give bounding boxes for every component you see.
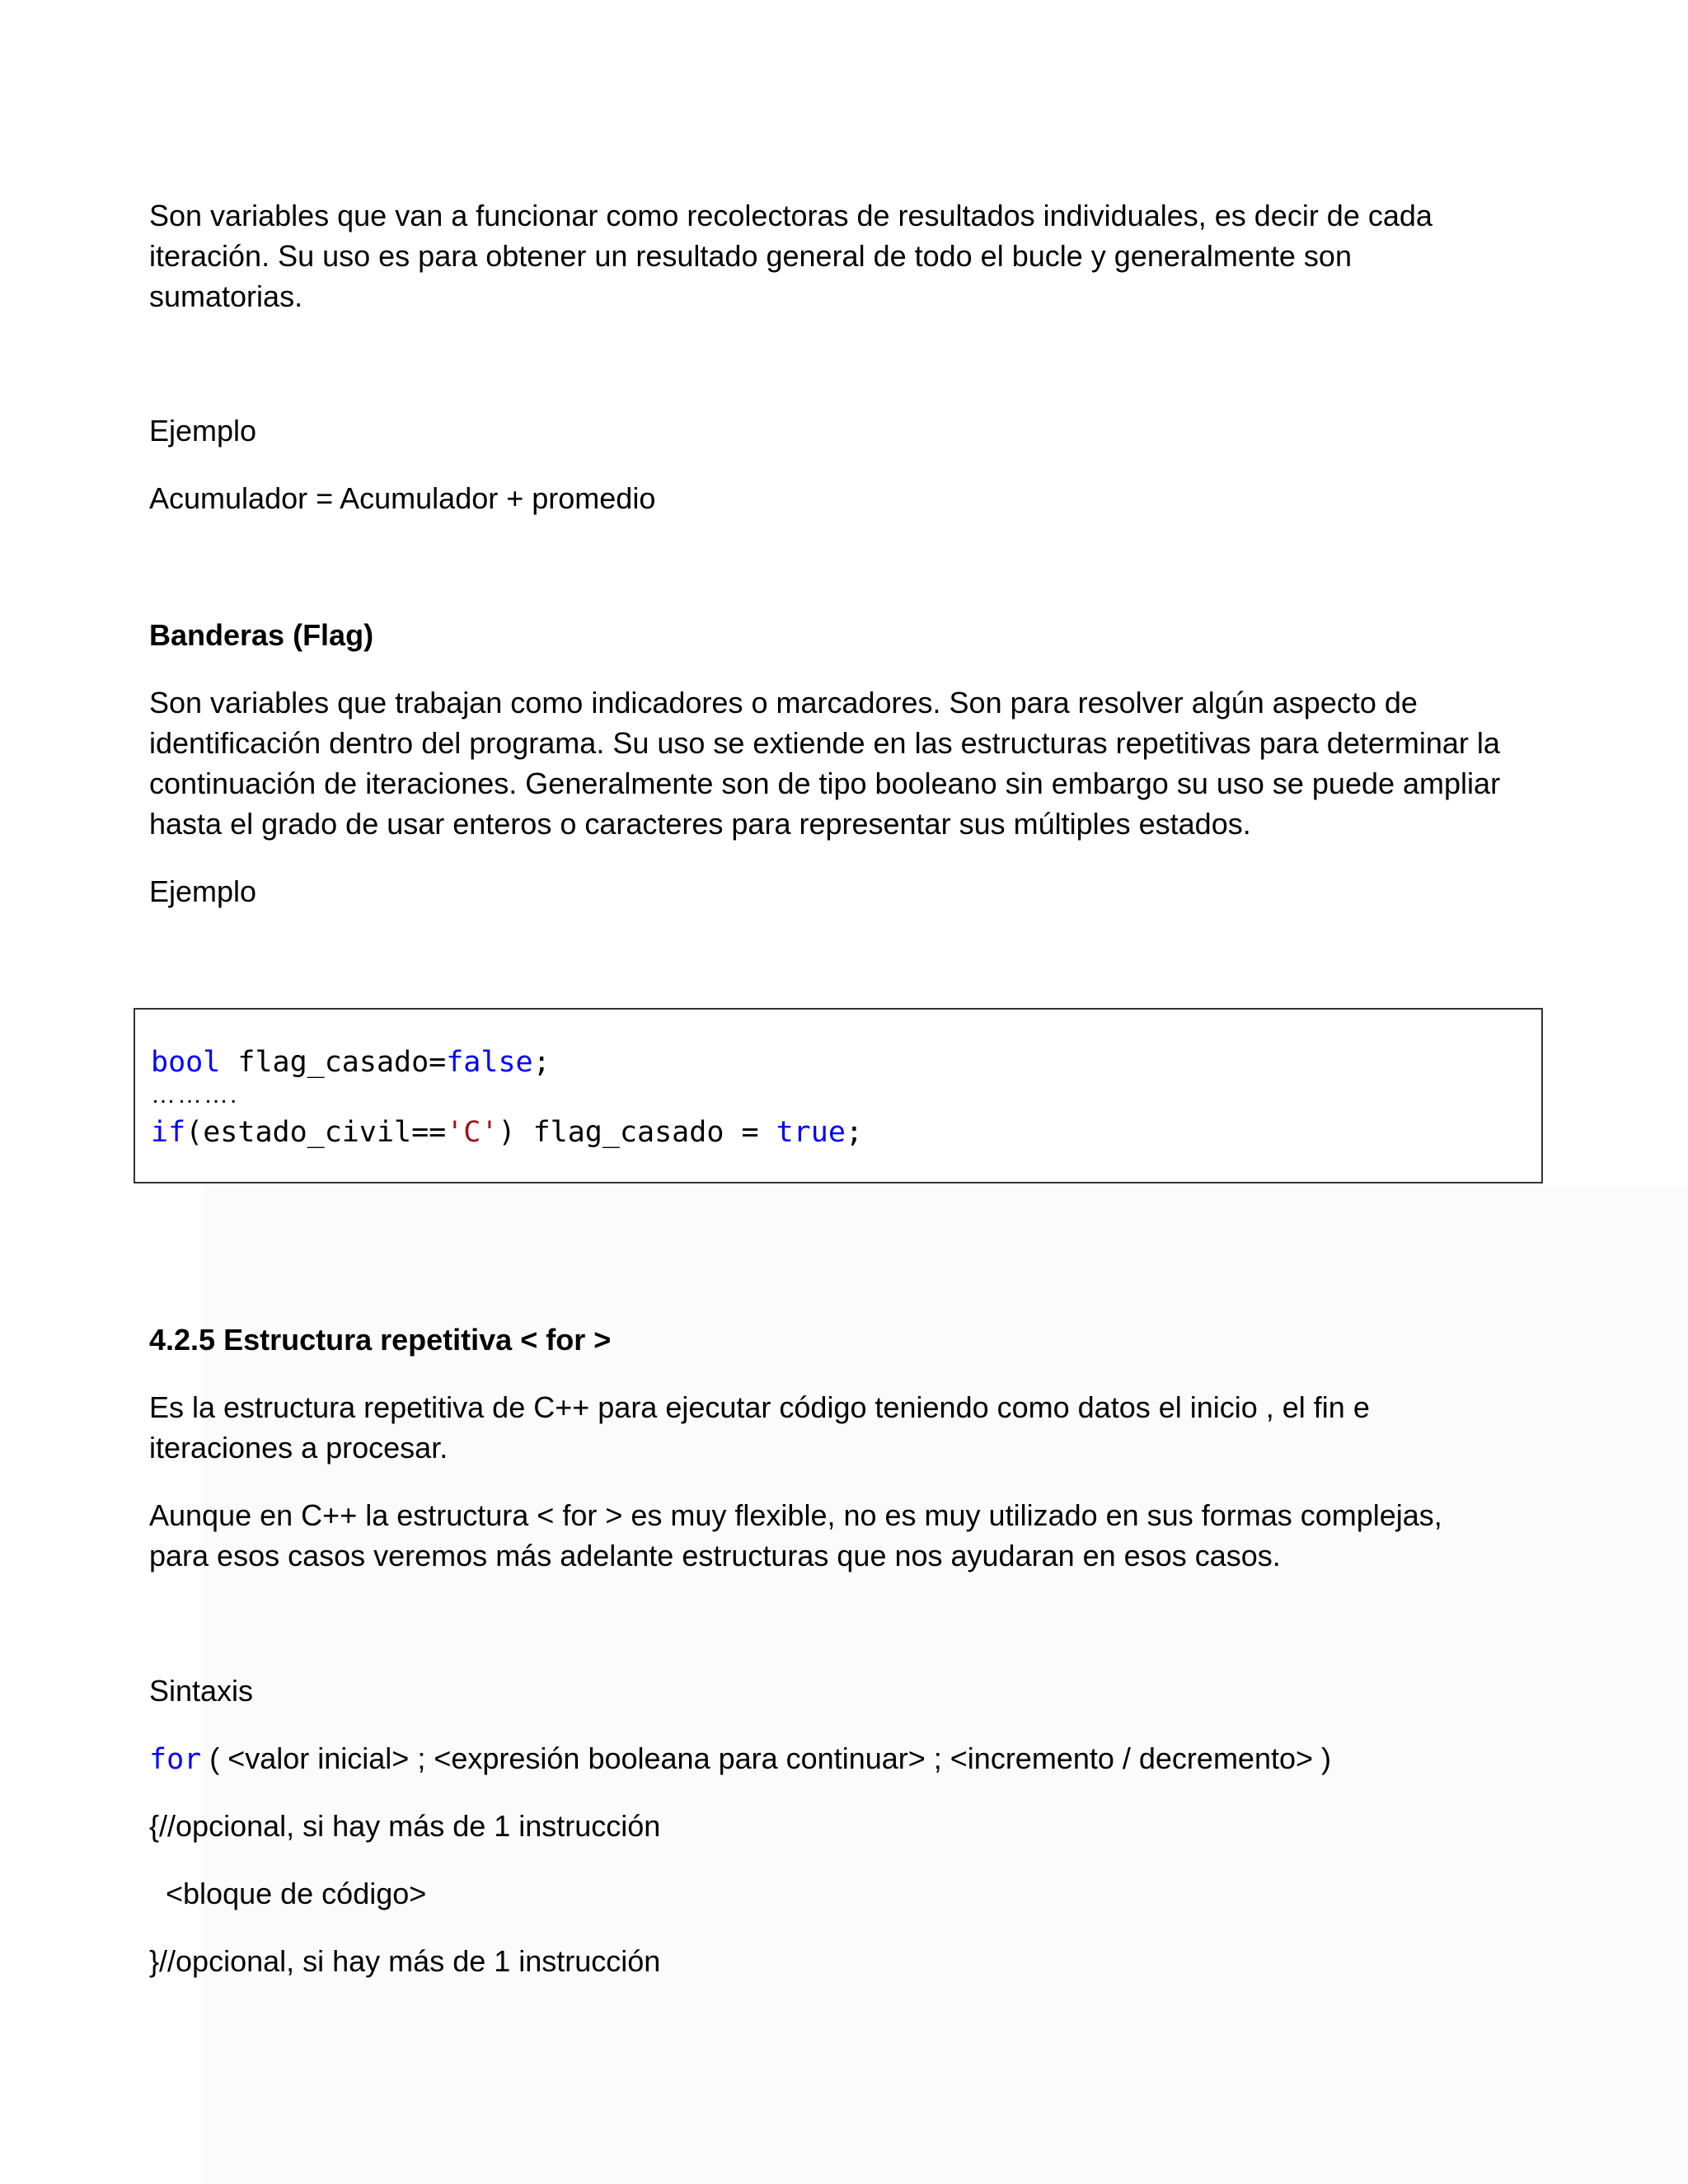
- for-section-heading: 4.2.5 Estructura repetitiva < for >: [149, 1323, 612, 1357]
- code-keyword-true: true: [776, 1116, 846, 1149]
- code-line-3: [151, 1115, 863, 1150]
- syntax-open-brace-line: {//opcional, si hay más de 1 instrucción: [149, 1809, 661, 1843]
- code-text: (estado_civil==: [185, 1116, 447, 1149]
- for-paragraph-1-line-2: iteraciones a procesar.: [149, 1431, 448, 1465]
- for-paragraph-2-line-1: Aunque en C++ la estructura < for > es muy flexible, no es muy utilizado en sus formas complejas,: [149, 1498, 1442, 1532]
- syntax-label: Sintaxis: [149, 1674, 254, 1708]
- code-example-box: [134, 1008, 1543, 1183]
- code-text: ;: [845, 1116, 863, 1149]
- banderas-desc-line-4: hasta el grado de usar enteros o caracteres para representar sus múltiples estados.: [149, 807, 1251, 841]
- acumulador-example-label: Ejemplo: [149, 414, 257, 448]
- syntax-for-line: [149, 1738, 1331, 1780]
- acumulador-desc-line-1: Son variables que van a funcionar como recolectoras de resultados individuales, es decir de cada: [149, 199, 1432, 232]
- for-paragraph-1-line-1: Es la estructura repetitiva de C++ para ejecutar código teniendo como datos el inicio , el fin e: [149, 1390, 1370, 1424]
- code-keyword-false: false: [446, 1046, 533, 1079]
- code-line-2-ellipsis: ……….: [151, 1081, 239, 1108]
- syntax-close-brace-line: }//opcional, si hay más de 1 instrucción: [149, 1944, 661, 1978]
- acumulador-desc-line-2: iteración. Su uso es para obtener un resultado general de todo el bucle y generalmente son: [149, 239, 1352, 273]
- banderas-desc-line-2: identificación dentro del programa. Su uso se extiende en las estructuras repetitivas para determinar la: [149, 726, 1500, 760]
- banderas-desc-line-1: Son variables que trabajan como indicadores o marcadores. Son para resolver algún aspecto de: [149, 686, 1418, 719]
- code-string-literal: 'C': [446, 1116, 499, 1149]
- code-keyword-if: if: [151, 1116, 186, 1149]
- code-line-1: [151, 1045, 551, 1080]
- code-text: flag_casado=: [220, 1046, 447, 1079]
- code-keyword-bool: bool: [151, 1046, 221, 1079]
- syntax-for-rest: ( <valor inicial> ; <expresión booleana para continuar> ; <incremento / decremento> ): [201, 1741, 1332, 1775]
- code-text: ;: [532, 1046, 551, 1079]
- syntax-keyword-for: for: [149, 1743, 202, 1776]
- acumulador-example-formula: Acumulador = Acumulador + promedio: [149, 481, 656, 515]
- for-paragraph-2-line-2: para esos casos veremos más adelante estructuras que nos ayudaran en esos casos.: [149, 1539, 1281, 1572]
- acumulador-desc-line-3: sumatorias.: [149, 279, 303, 313]
- banderas-heading: Banderas (Flag): [149, 618, 374, 652]
- syntax-block-line: <bloque de código>: [149, 1877, 427, 1910]
- code-text: ) flag_casado =: [498, 1116, 776, 1149]
- banderas-example-label: Ejemplo: [149, 874, 257, 908]
- banderas-desc-line-3: continuación de iteraciones. Generalmente son de tipo booleano sin embargo su uso se puede ampliar: [149, 766, 1501, 800]
